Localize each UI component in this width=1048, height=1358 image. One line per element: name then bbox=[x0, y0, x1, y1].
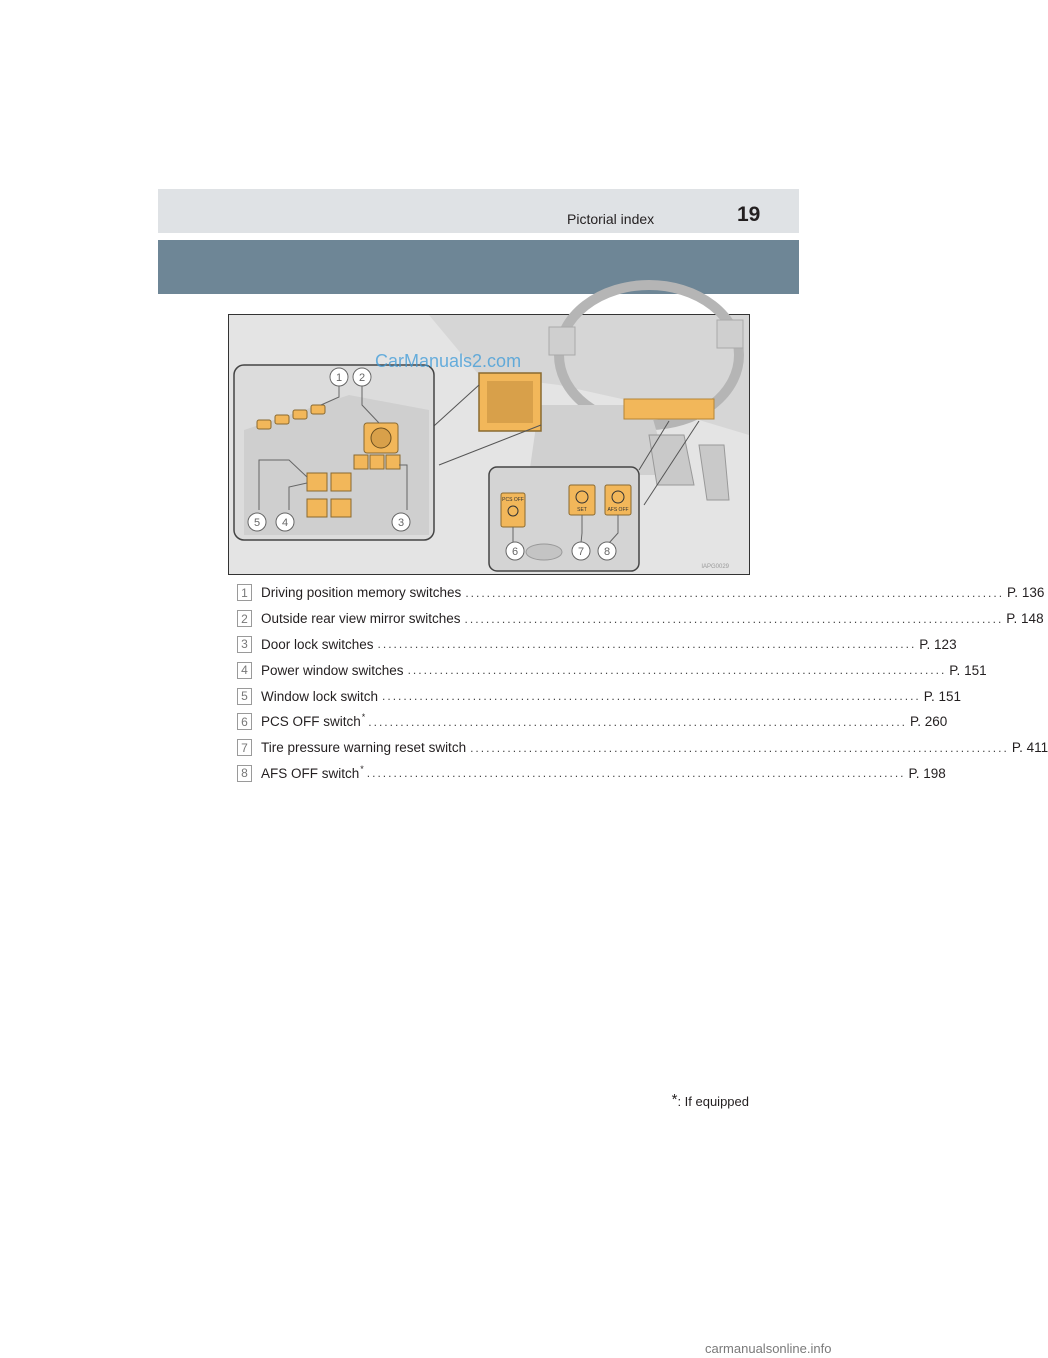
page-reference-link[interactable]: P. 411 bbox=[1011, 740, 1048, 756]
footer-watermark: carmanualsonline.info bbox=[705, 1341, 832, 1356]
footnote-text: : If equipped bbox=[677, 1094, 749, 1109]
lock-switch-2 bbox=[370, 455, 384, 469]
vent-left bbox=[549, 327, 575, 355]
page-reference-link[interactable]: P. 136 bbox=[1007, 585, 1045, 601]
callout-7: 7 bbox=[577, 546, 585, 558]
list-item bbox=[237, 761, 946, 787]
item-label: Outside rear view mirror switches bbox=[261, 611, 461, 627]
window-switch-2 bbox=[331, 473, 351, 491]
dash-switch-area bbox=[624, 399, 714, 419]
item-number: 6 bbox=[237, 713, 252, 730]
item-label: Driving position memory switches bbox=[261, 585, 462, 601]
section-band bbox=[158, 240, 799, 294]
footnote bbox=[671, 1091, 749, 1111]
item-label: PCS OFF switch* bbox=[261, 712, 366, 730]
leader-dots: ..................................................................................................... bbox=[368, 714, 908, 729]
item-label: AFS OFF switch* bbox=[261, 763, 364, 781]
item-number: 2 bbox=[237, 610, 252, 627]
page-number: 19 bbox=[737, 203, 761, 226]
list-item bbox=[237, 632, 957, 658]
callout-6: 6 bbox=[511, 546, 519, 558]
mirror-knob bbox=[371, 428, 391, 448]
item-label: Window lock switch bbox=[261, 688, 379, 704]
callout-8: 8 bbox=[603, 546, 611, 558]
leader-dots: ..................................................................................................... bbox=[464, 611, 1004, 626]
callout-5: 5 bbox=[253, 517, 261, 529]
list-item bbox=[237, 683, 962, 709]
leader-dots: ..................................................................................................... bbox=[366, 766, 906, 781]
vent-right bbox=[717, 320, 743, 348]
pcs-off-label: PCS OFF bbox=[502, 497, 524, 503]
leader-dots: ..................................................................................................... bbox=[407, 663, 947, 678]
item-number: 4 bbox=[237, 662, 252, 679]
tire-reset-label: SET bbox=[577, 507, 587, 513]
item-number: 7 bbox=[237, 739, 252, 756]
callout-2: 2 bbox=[358, 372, 366, 384]
afs-off-label: AFS OFF bbox=[607, 507, 629, 513]
list-item bbox=[237, 735, 1048, 761]
page-reference-link[interactable]: P. 148 bbox=[1006, 611, 1044, 627]
window-switch-1 bbox=[307, 473, 327, 491]
item-number: 5 bbox=[237, 688, 252, 705]
item-list bbox=[237, 580, 1048, 786]
page-reference-link[interactable]: P. 198 bbox=[908, 765, 946, 781]
list-item bbox=[237, 709, 948, 735]
list-item bbox=[237, 657, 987, 683]
item-number: 8 bbox=[237, 765, 252, 782]
lock-switch-3 bbox=[386, 455, 400, 469]
footnote-star: * bbox=[671, 1091, 678, 1108]
item-number: 3 bbox=[237, 636, 252, 653]
page-reference-link[interactable]: P. 151 bbox=[949, 662, 987, 678]
callout-4: 4 bbox=[281, 517, 289, 529]
item-label: Tire pressure warning reset switch bbox=[261, 740, 467, 756]
page-header-title: Pictorial index bbox=[567, 211, 655, 227]
figure-code: IAPG0029 bbox=[701, 564, 729, 570]
leader-dots: ..................................................................................................... bbox=[465, 585, 1005, 600]
leader-dots: ..................................................................................................... bbox=[377, 637, 917, 652]
item-label: Power window switches bbox=[261, 662, 404, 678]
page-reference-link[interactable]: P. 260 bbox=[910, 714, 948, 730]
header-bar bbox=[158, 189, 799, 233]
list-item bbox=[237, 580, 1045, 606]
lock-switch-1 bbox=[354, 455, 368, 469]
window-switch-3 bbox=[307, 499, 327, 517]
item-label: Door lock switches bbox=[261, 636, 374, 652]
page-reference-link[interactable]: P. 123 bbox=[919, 636, 957, 652]
callout-3: 3 bbox=[397, 517, 405, 529]
leader-dots: ..................................................................................................... bbox=[382, 689, 921, 704]
list-item bbox=[237, 606, 1044, 632]
window-switch-4 bbox=[331, 499, 351, 517]
door-switch-source-inner bbox=[487, 381, 533, 423]
dash-inset-knob bbox=[526, 544, 562, 560]
site-watermark: CarManuals2.com bbox=[375, 351, 522, 371]
callout-1: 1 bbox=[335, 372, 343, 384]
item-number: 1 bbox=[237, 584, 252, 601]
leader-dots: ..................................................................................................... bbox=[470, 740, 1009, 755]
page-reference-link[interactable]: P. 151 bbox=[923, 688, 962, 704]
